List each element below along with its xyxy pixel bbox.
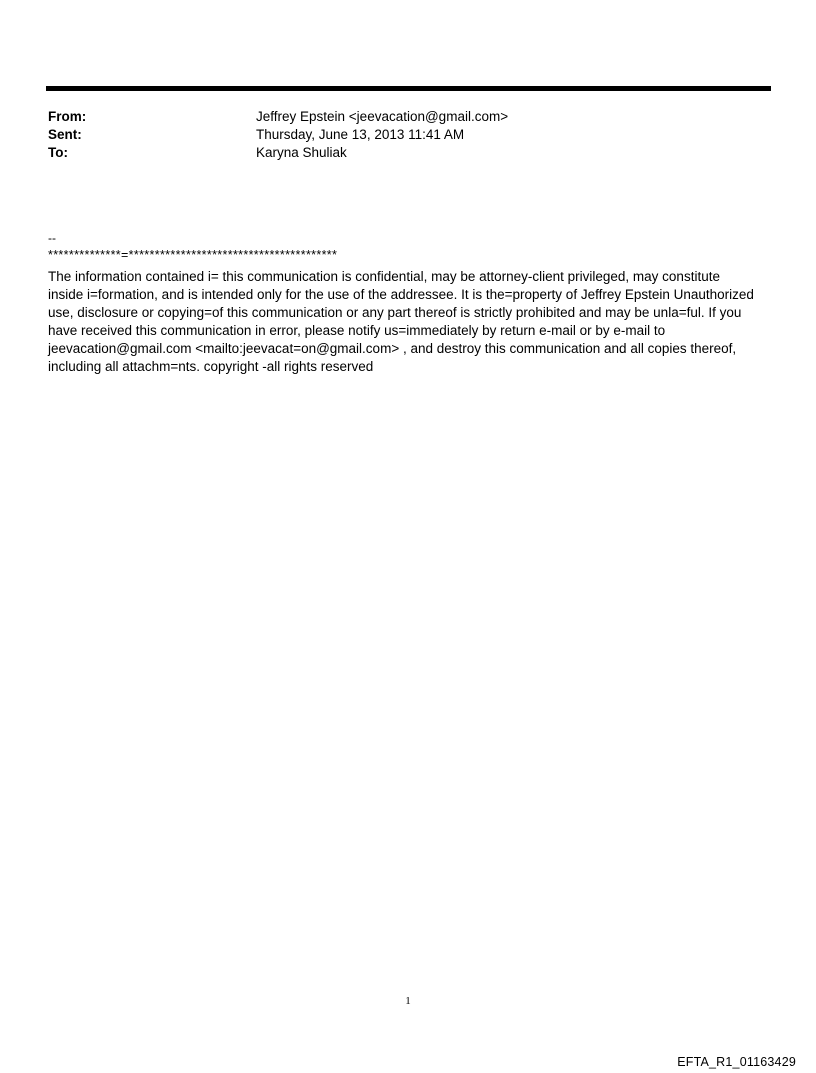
from-row bbox=[48, 108, 768, 126]
signature-separator: -- bbox=[48, 231, 56, 245]
sent-value: Thursday, June 13, 2013 11:41 AM bbox=[256, 127, 465, 142]
confidentiality-disclaimer bbox=[48, 268, 770, 376]
page-number: 1 bbox=[405, 995, 411, 1007]
to-row bbox=[48, 144, 768, 162]
disclaimer-line: jeevacation@gmail.com <mailto:jeevacat=on@gmail.com> , and destroy this communication and all copies thereof, bbox=[48, 341, 737, 356]
disclaimer-line: inside i=formation, and is intended only for the use of the addressee. It is the=property of Jeffrey Epstein Unauthorized bbox=[48, 287, 754, 302]
header-rule bbox=[46, 86, 771, 91]
disclaimer-line: use, disclosure or copying=of this communication or any part thereof is strictly prohibited and may be unla=ful. If you bbox=[48, 305, 742, 320]
disclaimer-line: have received this communication in error, please notify us=immediately by return e-mail or by e-mail to bbox=[48, 323, 666, 338]
disclaimer-line: including all attachm=nts. copyright -all rights reserved bbox=[48, 359, 374, 374]
to-value: Karyna Shuliak bbox=[256, 145, 347, 160]
sent-label: Sent: bbox=[48, 127, 82, 142]
disclaimer-line: The information contained i= this communication is confidential, may be attorney-client privileged, may constitute bbox=[48, 269, 720, 284]
sent-row bbox=[48, 126, 768, 144]
document-id: EFTA_R1_01163429 bbox=[677, 1055, 796, 1069]
from-label: From: bbox=[48, 109, 87, 124]
to-label: To: bbox=[48, 145, 68, 160]
email-header bbox=[48, 108, 768, 162]
from-value: Jeffrey Epstein <jeevacation@gmail.com> bbox=[256, 109, 509, 124]
asterisk-divider: **************=**************************************** bbox=[48, 248, 338, 262]
